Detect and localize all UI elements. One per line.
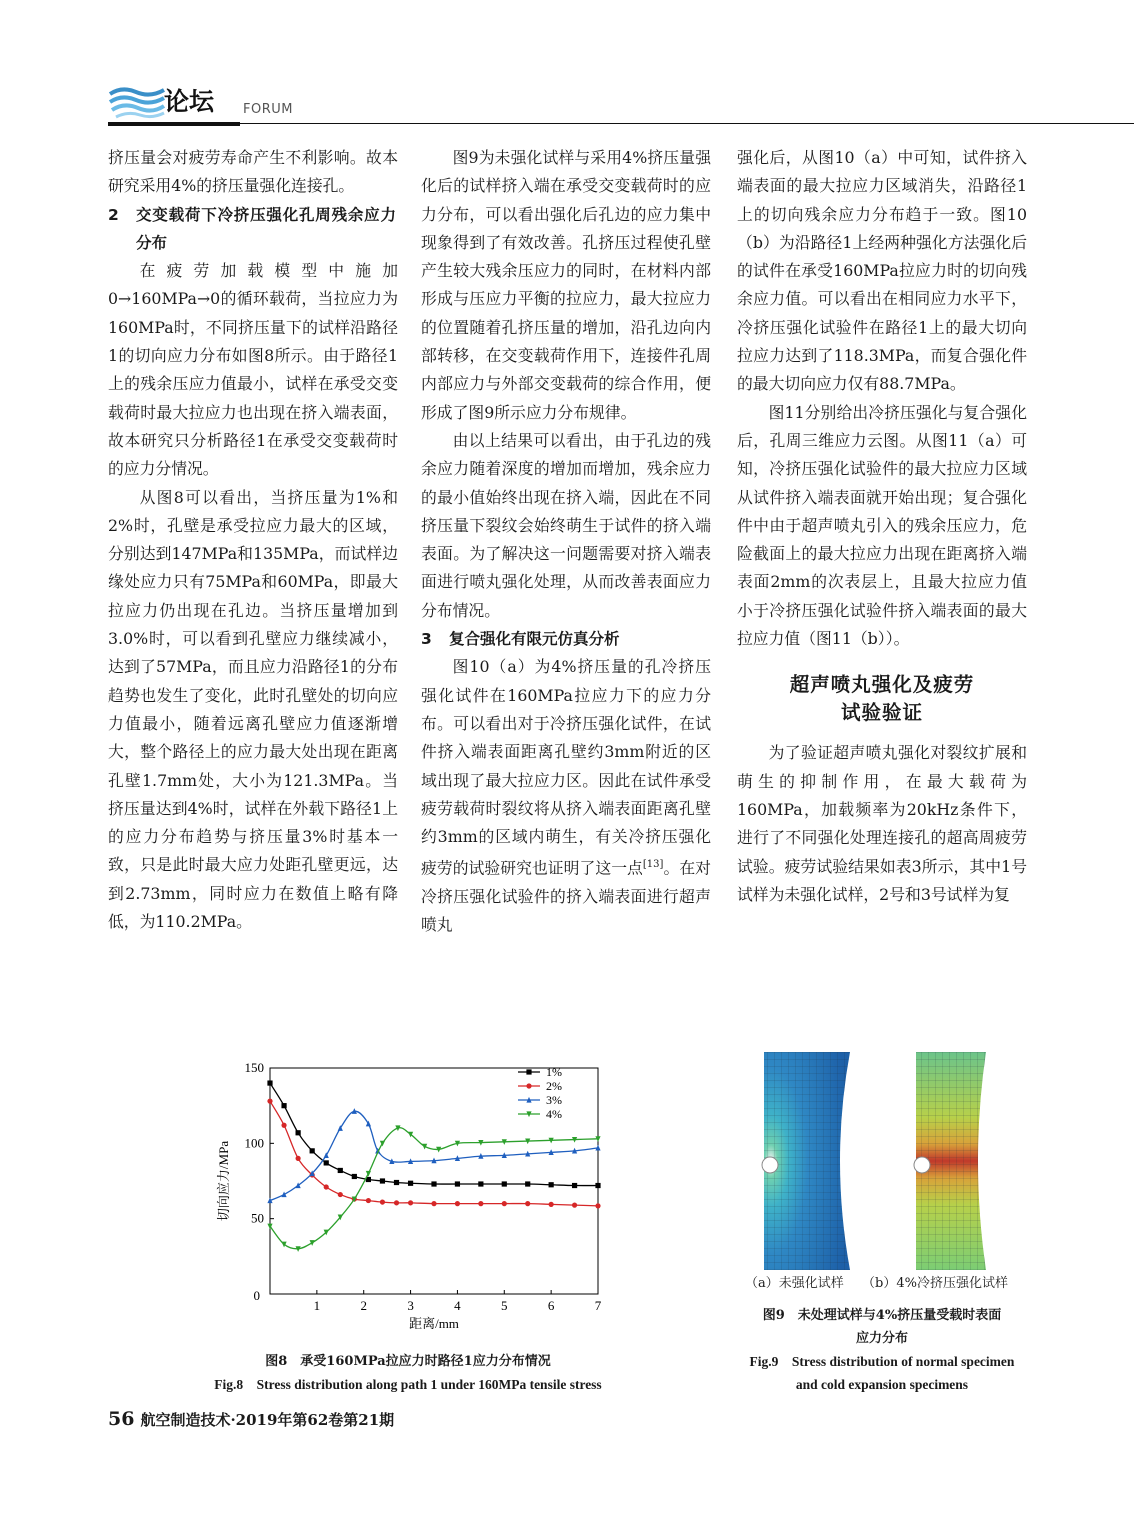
waves-logo-icon	[108, 84, 166, 120]
y-tick-label: 50	[251, 1210, 264, 1226]
data-point	[281, 1242, 286, 1248]
x-tick-label: 6	[547, 1298, 555, 1313]
data-point	[525, 1181, 530, 1186]
data-point	[324, 1160, 329, 1165]
paragraph	[421, 653, 711, 939]
data-point	[296, 1130, 301, 1135]
legend-label: 4%	[546, 1107, 562, 1121]
paragraph: 从图8可以看出，当挤压量为1%和2%时，孔壁是承受拉应力最大的区域，分别达到147MPa和135MPa，而试样边缘处应力只有75MPa和60MPa，即最大拉应力仍出现在孔边。当挤压量增加到3.0%时，可以看到孔壁应力继续减小，达到了57MPa，而且应力沿路径1的分布趋势也发生了变化，此时孔壁处的切向应力值最小，随着远离孔壁应力值逐渐增大，整个路径上的应力最大处出现在距离孔壁1.7mm处，大小为121.3MPa。当挤压量达到4%时，试样在外载下路径1上的应力分布趋势与挤压量3%时基本一致，只是此时最大应力处距孔壁更远，达到2.73mm，同时应力在数值上略有降低，为110.2MPa。	[108, 487, 398, 932]
legend-entry-4	[518, 1107, 562, 1121]
contour-plot-b	[914, 1052, 986, 1270]
data-point	[572, 1183, 577, 1188]
x-tick-label: 5	[501, 1298, 508, 1313]
data-point	[595, 1203, 600, 1208]
legend-label: 1%	[546, 1065, 562, 1079]
x-tick-label: 4	[454, 1298, 461, 1313]
legend-label: 2%	[546, 1079, 562, 1093]
data-point	[394, 1180, 399, 1185]
data-point	[526, 1083, 531, 1088]
contour-plot-a	[762, 1052, 850, 1270]
data-point	[267, 1099, 272, 1104]
data-point	[380, 1178, 385, 1183]
header-rule-thick	[108, 122, 240, 126]
text-column-2	[421, 144, 711, 940]
data-point	[380, 1199, 385, 1204]
paragraph: 图11分别给出冷挤压强化与复合强化后，孔周三维应力云图。从图11（a）可知，冷挤压强化试验件的最大拉应力区域从试件挤入端表面就开始出现；复合强化件中由于超声喷丸引入的残余压应力，危险截面上的最大拉应力出现在距离挤入端表面2mm的次表层上，且最大拉应力值小于冷挤压强化试验件挤入端表面的最大拉应力值（图11（b））。	[737, 402, 1027, 649]
figure-9a-label: （a）未强化试样	[745, 1276, 844, 1291]
data-point	[549, 1202, 554, 1207]
data-point	[281, 1103, 286, 1108]
paragraph: 强化后，从图10（a）中可知，试件挤入端表面的最大拉应力区域消失，沿路径1上的切向残余应力分布趋于一致。图10（b）为沿路径1上经两种强化方法强化后的试件在承受160MPa拉应力时的切向残余应力值。可以看出在相同应力水平下，冷挤压强化试验件在路径1上的最大切向拉应力达到了118.3MPa，而复合强化件的最大切向应力仅有88.7MPa。	[737, 148, 1027, 394]
legend-entry-3	[518, 1093, 562, 1107]
figure-9-contour-images	[760, 1052, 1022, 1270]
page-header	[108, 80, 1134, 128]
paragraph: 在疲劳加载模型中施加0→160MPa→0的循环载荷，当拉应力为160MPa时，不同挤压量下的试样沿路径1的切向应力分布如图8所示。由于路径1上的残余压应力值最小，试样在承受交变载荷时最大拉应力也出现在挤入端表面，故本研究只分析路径1在承受交变载荷时的应力分情况。	[108, 261, 398, 479]
data-point	[595, 1183, 600, 1188]
section-heading-big	[737, 671, 1027, 727]
data-point	[338, 1168, 343, 1173]
paragraph: 由以上结果可以看出，由于孔边的残余应力随着深度的增加而增加，残余应力的最小值始终出现在挤入端，因此在不同挤压量下裂纹会始终萌生于试件的挤入端表面。为了解决这一问题需要对挤入端表面进行喷丸强化处理，从而改善表面应力分布情况。	[421, 430, 711, 620]
data-point	[366, 1198, 371, 1203]
caption-cn-line-2: 应力分布	[855, 1331, 908, 1346]
data-point	[478, 1181, 483, 1186]
data-point	[394, 1200, 399, 1205]
citation-ref: [13]	[642, 859, 664, 871]
series-line	[270, 1128, 598, 1249]
section-title: 复合强化有限元仿真分析	[449, 630, 620, 649]
heading-line-1: 超声喷丸强化及疲劳	[789, 673, 975, 697]
header-rule-thin	[240, 123, 1134, 124]
data-point	[310, 1148, 315, 1153]
x-tick-label: 7	[594, 1298, 602, 1313]
paragraph-text: 。在对冷挤压强化试验件的挤入端表面进行超声喷丸	[421, 858, 711, 935]
caption-cn: 图8 承受160MPa拉应力时路径1应力分布情况	[265, 1354, 551, 1369]
paragraph: 图9为未强化试样与采用4%挤压量强化后的试样挤入端在承受交变载荷时的应力分布，可以看出强化后孔边的应力集中现象得到了有效改善。孔挤压过程使孔壁产生较大残余压应力的同时，在材料内部形成与压应力平衡的拉应力，最大拉应力的位置随着孔挤压量的增加，沿孔边向内部转移，在交变载荷作用下，连接件孔周内部应力与外部交变载荷的综合作用，便形成了图9所示应力分布规律。	[421, 148, 711, 422]
caption-en: Fig.8 Stress distribution along path 1 under 160MPa tensile stress	[214, 1377, 602, 1392]
section-logo-en: FORUM	[243, 102, 293, 117]
data-point	[267, 1080, 272, 1085]
origin-label: 0	[253, 1288, 260, 1303]
caption-cn-line-1: 图9 未处理试样与4%挤压量受载时表面	[762, 1308, 1002, 1323]
journal-info: 航空制造技术·2019年第62卷第21期	[140, 1411, 395, 1429]
data-point	[310, 1240, 315, 1246]
x-tick-label: 2	[360, 1298, 367, 1313]
section-logo-text: 论坛	[164, 87, 215, 116]
x-tick-label: 1	[313, 1298, 321, 1313]
x-tick-label: 3	[407, 1298, 414, 1313]
legend-label: 3%	[546, 1093, 562, 1107]
section-heading-3	[421, 625, 711, 653]
paragraph: 挤压量会对疲劳寿命产生不利影响。故本研究采用4%的挤压量强化连接孔。	[108, 148, 398, 196]
data-point	[296, 1156, 301, 1161]
section-number: 3	[421, 630, 432, 649]
data-point	[281, 1123, 286, 1128]
figure-9b-label: （b）4%冷挤压强化试样	[862, 1276, 1008, 1291]
legend-entry-1	[518, 1065, 562, 1079]
data-point	[338, 1192, 343, 1197]
data-point	[549, 1182, 554, 1187]
figure-8-caption	[108, 1350, 708, 1396]
data-point	[408, 1200, 413, 1205]
data-point	[525, 1201, 530, 1206]
data-point	[324, 1184, 329, 1189]
paragraph: 为了验证超声喷丸强化对裂纹扩展和萌生的抑制作用，在最大载荷为160MPa，加载频率为20kHz条件下，进行了不同强化处理连接孔的超高周疲劳试验。疲劳试验结果如表3所示，其中1号试样为未强化试样，2号和3号试样为复	[737, 743, 1027, 904]
page-footer	[108, 1408, 394, 1430]
data-point	[281, 1191, 286, 1197]
heading-line-2: 试验验证	[840, 701, 923, 725]
data-point	[455, 1181, 460, 1186]
data-point	[502, 1181, 507, 1186]
section-number: 2	[108, 205, 119, 224]
y-tick-label: 150	[244, 1060, 264, 1075]
data-point	[455, 1201, 460, 1206]
data-point	[572, 1203, 577, 1208]
caption-en-line-1: Fig.9 Stress distribution of normal specimen	[749, 1354, 1015, 1369]
page-number: 56	[108, 1408, 135, 1430]
series-4	[267, 1125, 600, 1252]
section-heading-2	[108, 201, 398, 258]
y-tick-label: 100	[244, 1135, 264, 1151]
legend-entry-2	[518, 1079, 562, 1093]
figure-8-line-chart	[200, 1052, 620, 1332]
data-point	[408, 1181, 413, 1186]
data-point	[352, 1174, 357, 1179]
figure-9-caption	[737, 1304, 1027, 1396]
caption-en-line-2: and cold expansion specimens	[795, 1377, 969, 1392]
data-point	[296, 1182, 301, 1188]
data-point	[431, 1181, 436, 1186]
data-point	[431, 1201, 436, 1206]
text-column-1	[108, 144, 398, 936]
data-point	[478, 1201, 483, 1206]
section-title: 交变载荷下冷挤压强化孔周残余应力分布	[136, 205, 396, 252]
data-point	[502, 1201, 507, 1206]
text-column-3	[737, 144, 1027, 909]
x-axis-label: 距离/mm	[409, 1316, 459, 1331]
paragraph-text: 图10（a）为4%挤压量的孔冷挤压强化试件在160MPa拉应力下的应力分布。可以看出对于冷挤压强化试件，在试件挤入端表面距离孔壁约3mm附近的区域出现了最大拉应力区。因此在试件承受疲劳载荷时裂纹将从挤入端表面距离孔壁约3mm的区域内萌生，有关冷挤压强化疲劳的试验研究也证明了这一点	[421, 657, 711, 878]
y-axis-label: 切向应力/MPa	[216, 1140, 231, 1222]
data-point	[526, 1069, 531, 1074]
